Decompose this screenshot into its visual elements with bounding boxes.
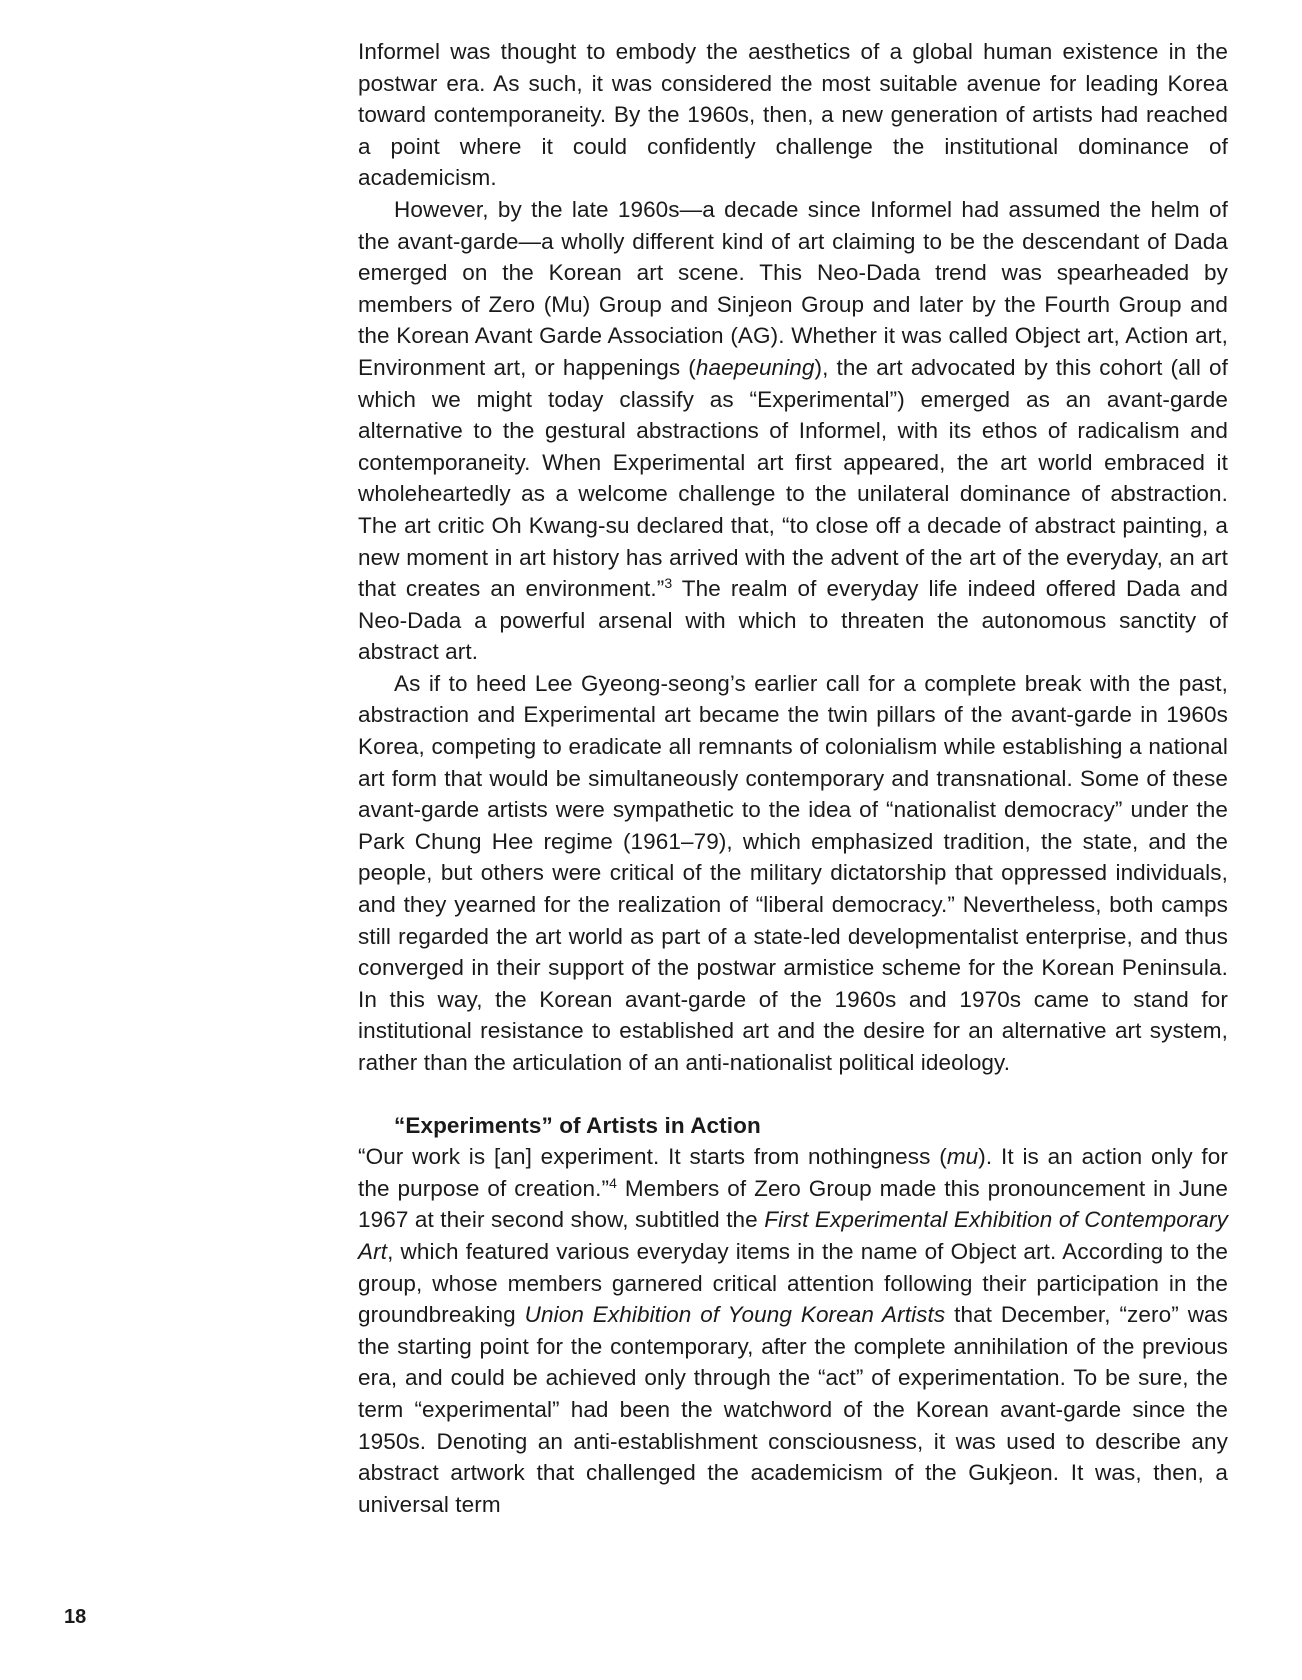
- paragraph-2-text-c: The realm of everyday life indeed offered Dada and Neo-Dada a powerful arsenal with which to threaten the autonomous sanctity of abstract art.: [358, 576, 1228, 665]
- paragraph-2-text-b: ), the art advocated by this cohort (all of which we might today classify as “Experimental”) emerged as an avant-garde alternative to the gestural abstractions of Informel, with its ethos of radicalism and contemporaneity. When Experimental art first appeared, the art world embraced it wholeheartedly as a welcome challenge to the unilateral dominance of abstraction. The art critic Oh Kwang-su declared that, “to close off a decade of abstract painting, a new moment in art history has arrived with the advent of the art of the everyday, an art that creates an environment.”: [358, 354, 1228, 602]
- paragraph-4-italic-exhibition-2: Union Exhibition of Young Korean Artists: [524, 1302, 946, 1328]
- paragraph-3-text: As if to heed Lee Gyeong-seong’s earlier call for a complete break with the past, abstraction and Experimental art became the twin pillars of the avant-garde in 1960s Korea, competing to eradicate all remnants of colonialism while establishing a national art form that would be simultaneously contemporary and transnational. Some of these avant-garde artists were sympathetic to the idea of “nationalist democracy” under the Park Chung Hee regime (1961–79), which emphasized tradition, the state, and the people, but others were critical of the military dictatorship that oppressed individuals, and they yearned for the realization of “liberal democracy.” Nevertheless, both camps still regarded the art world as part of a state-led developmentalist enterprise, and thus converged in their support of the postwar armistice scheme for the Korean Peninsula. In this way, the Korean avant-garde of the 1960s and 1970s came to stand for institutional resistance to established art and the desire for an alternative art system, rather than the articulation of an anti-nationalist political ideology.: [358, 670, 1228, 1075]
- paragraph-1: [358, 36, 1228, 194]
- footnote-ref-3: 3: [664, 575, 673, 592]
- section-heading: “Experiments” of Artists in Action: [394, 1112, 761, 1138]
- paragraph-4-text-b: ). It is an action only for the purpose of creation.”: [358, 1144, 1228, 1201]
- paragraph-4-italic-term: mu: [946, 1144, 979, 1170]
- paragraph-4-text-a: “Our work is [an] experiment. It starts from nothingness (: [358, 1144, 947, 1170]
- footnote-ref-4: 4: [609, 1174, 617, 1191]
- paragraph-4-italic-exhibition-1: First Experimental Exhibition of Contemporary Art: [358, 1207, 1228, 1264]
- paragraph-2-italic-term: haepeuning: [695, 354, 815, 380]
- paragraph-4-text-d: , which featured various everyday items in the name of Object art. According to the group, whose members garnered critical attention following their participation in the groundbreaking: [358, 1238, 1228, 1328]
- paragraph-4: [358, 1141, 1228, 1520]
- paragraph-2-text-a: However, by the late 1960s—a decade since Informel had assumed the helm of the avant-garde—a wholly different kind of art claiming to be the descendant of Dada emerged on the Korean art scene. This Neo-Dada trend was spearheaded by members of Zero (Mu) Group and Sinjeon Group and later by the Fourth Group and the Korean Avant Garde Association (AG). Whether it was called Object art, Action art, Environment art, or happenings (: [358, 196, 1228, 380]
- paragraph-2: [358, 194, 1228, 668]
- paragraph-1-text: Informel was thought to embody the aesthetics of a global human existence in the postwar era. As such, it was considered the most suitable avenue for leading Korea toward contemporaneity. By the 1960s, then, a new generation of artists had reached a point where it could confidently challenge the institutional dominance of academicism.: [358, 39, 1228, 191]
- page-number: 18: [64, 1606, 87, 1628]
- paragraph-4-text-c: Members of Zero Group made this pronouncement in June 1967 at their second show, subtitled the: [358, 1175, 1228, 1233]
- paragraph-4-text-e: that December, “zero” was the starting point for the contemporary, after the complete annihilation of the previous era, and could be achieved only through the “act” of experimentation. To be sure, the term “experimental” had been the watchword of the Korean avant-garde since the 1950s. Denoting an anti-establishment consciousness, it was used to describe any abstract artwork that challenged the academicism of the Gukjeon. It was, then, a universal term: [358, 1302, 1229, 1517]
- paragraph-3: [358, 668, 1228, 1079]
- body-text-column: [358, 36, 1228, 1520]
